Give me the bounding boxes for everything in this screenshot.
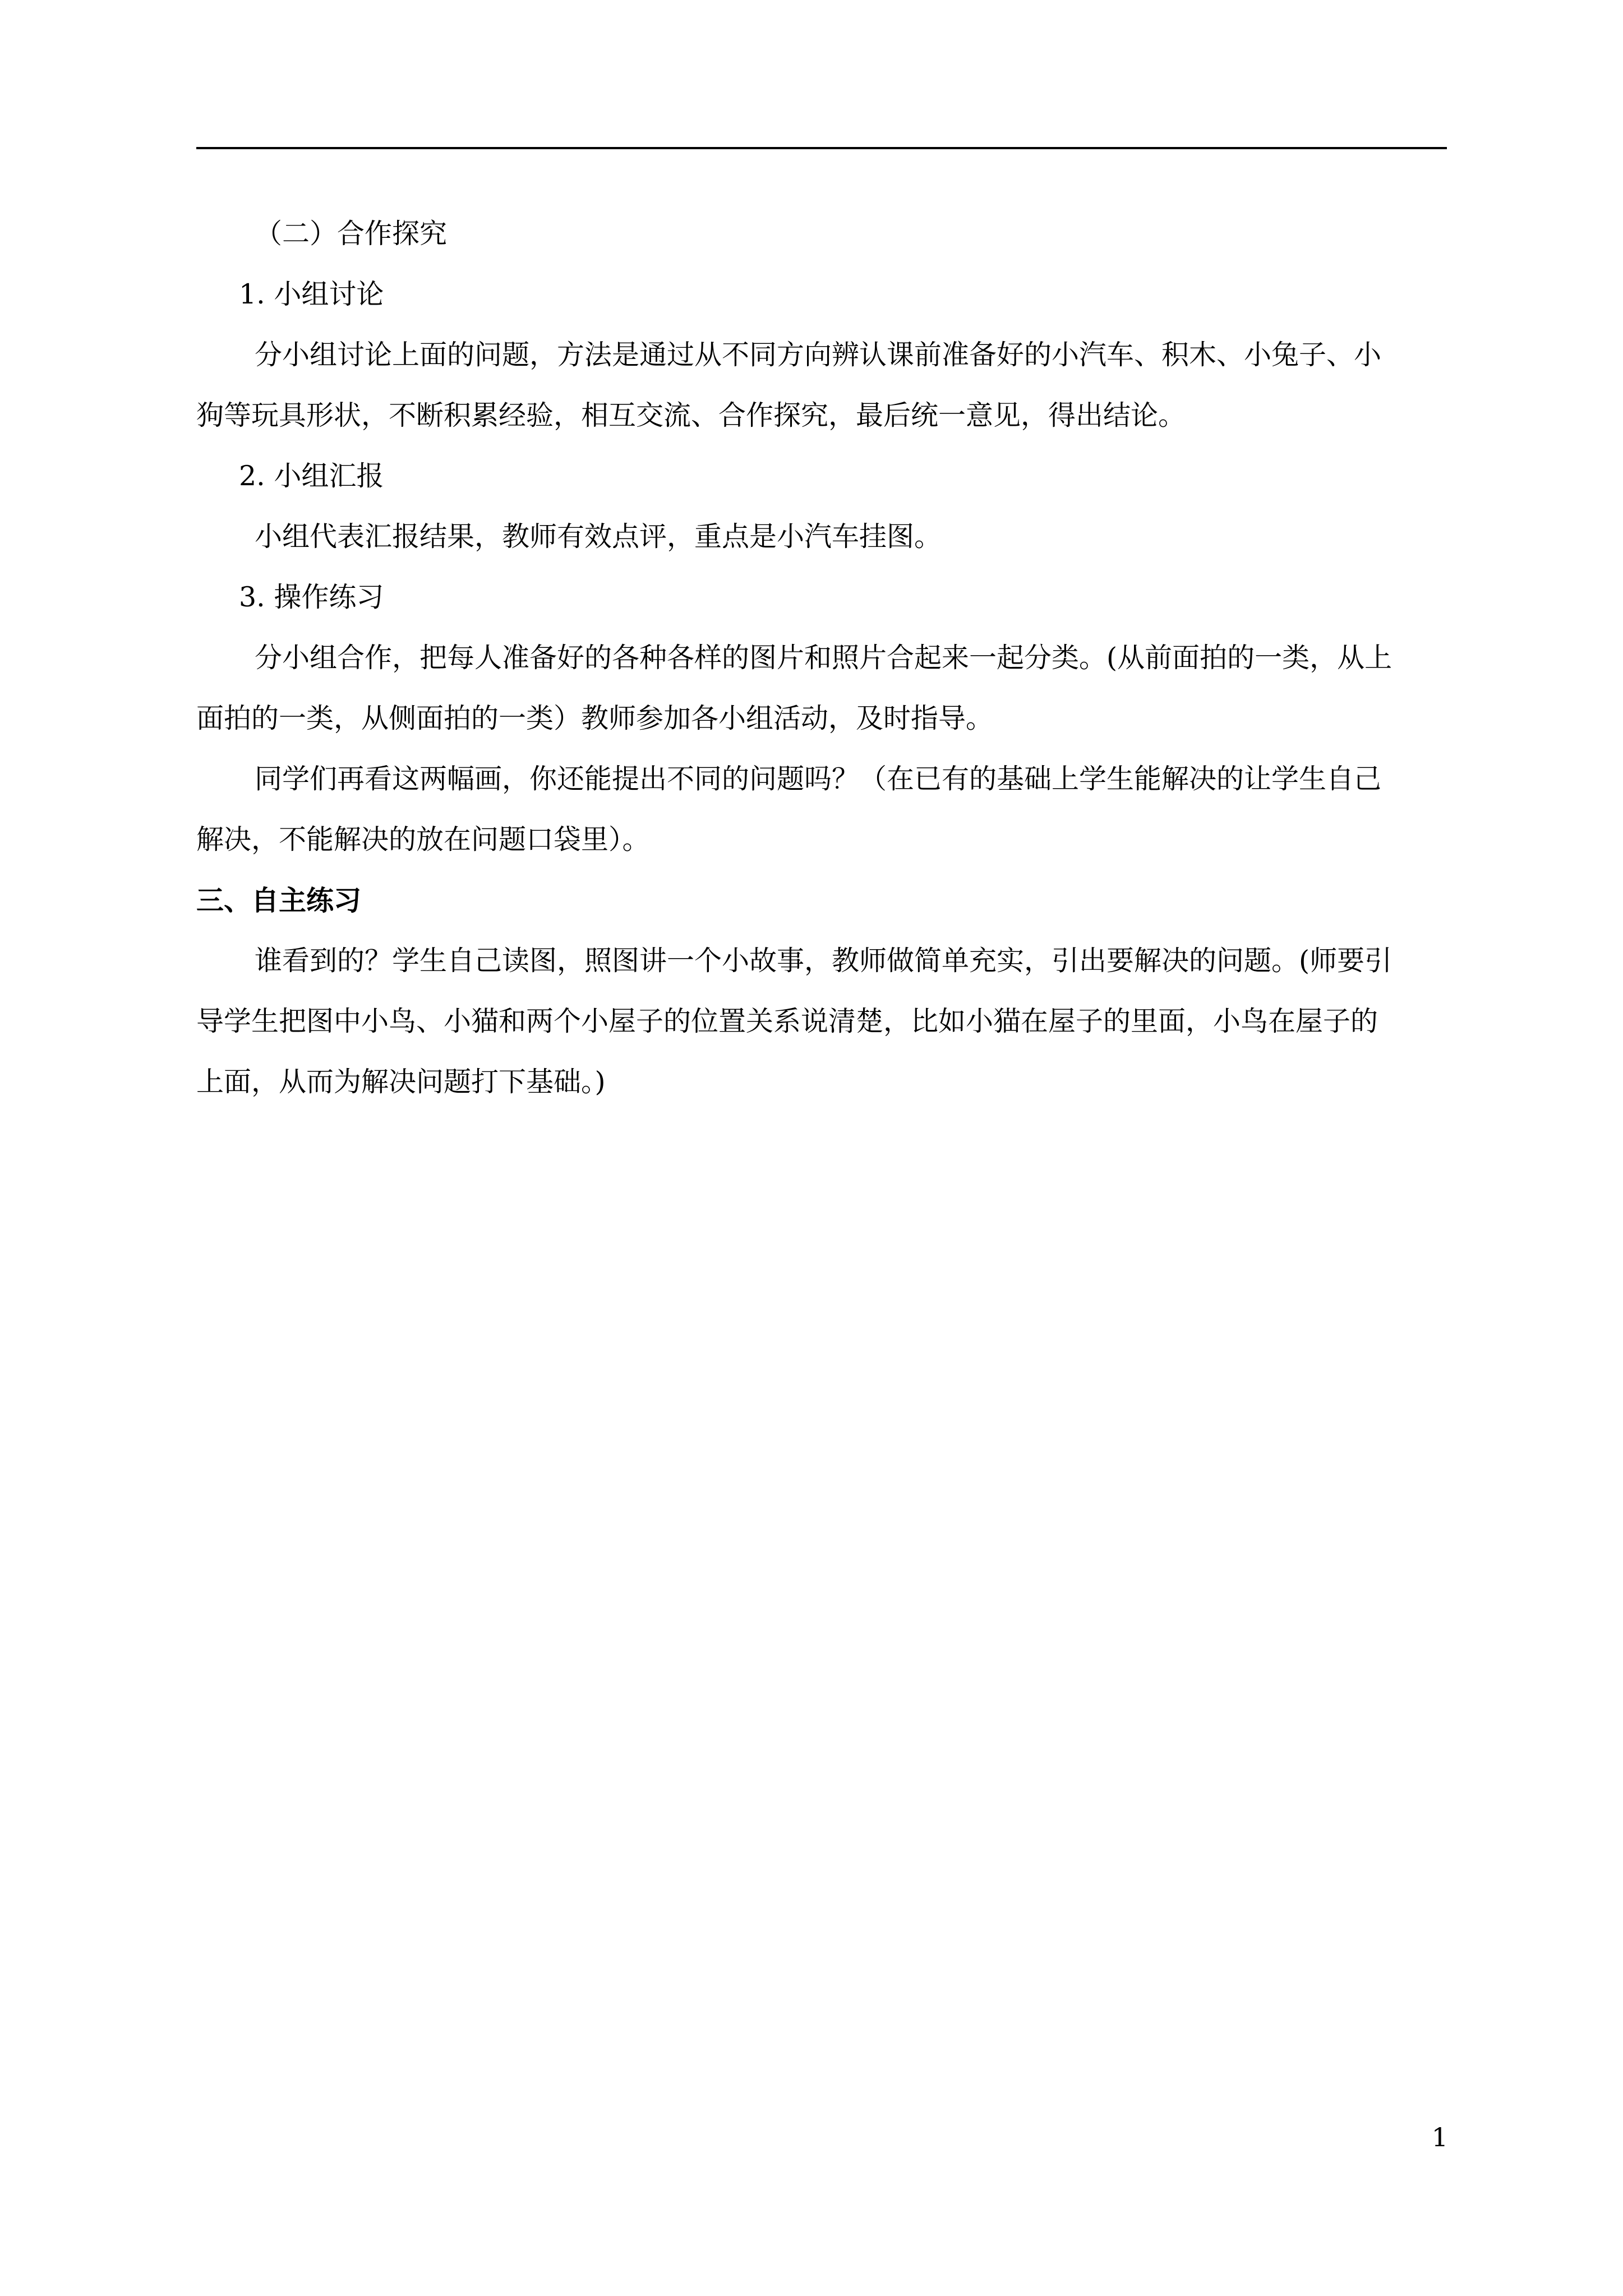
question-paragraph-line-1: 同学们再看这两幅画，你还能提出不同的问题吗？（在已有的基础上学生能解决的让学生自己 xyxy=(255,763,1382,795)
section-3-paragraph-line-1: 谁看到的？学生自己读图，照图讲一个小故事，教师做简单充实，引出要解决的问题。(师要引 xyxy=(255,945,1393,977)
item-2-paragraph-line-1: 小组代表汇报结果，教师有效点评，重点是小汽车挂图。 xyxy=(255,521,942,553)
question-paragraph-line-2: 解决，不能解决的放在问题口袋里）。 xyxy=(196,823,650,855)
header-rule xyxy=(196,147,1447,149)
section-3-paragraph-line-2: 导学生把图中小鸟、小猫和两个小屋子的位置关系说清楚，比如小猫在屋子的里面，小鸟在屋子的 xyxy=(196,1005,1378,1037)
section-3-paragraph-line-3: 上面，从而为解决问题打下基础。) xyxy=(196,1066,606,1098)
item-3-paragraph-line-2: 面拍的一类，从侧面拍的一类）教师参加各小组活动，及时指导。 xyxy=(196,702,994,734)
item-3-paragraph-line-1: 分小组合作，把每人准备好的各种各样的图片和照片合起来一起分类。(从前面拍的一类，从上 xyxy=(255,642,1393,674)
item-1-paragraph-line-1: 分小组讨论上面的问题，方法是通过从不同方向辨认课前准备好的小汽车、积木、小兔子、小 xyxy=(255,339,1382,371)
subheading-cooperative-inquiry: （二）合作探究 xyxy=(255,218,448,250)
section-3-heading: 三、自主练习 xyxy=(196,884,362,917)
item-2-title: 2. 小组汇报 xyxy=(239,460,384,492)
document-body xyxy=(196,204,1447,1112)
item-3-title: 3. 操作练习 xyxy=(239,581,384,613)
item-1-paragraph-line-2: 狗等玩具形状，不断积累经验，相互交流、合作探究，最后统一意见，得出结论。 xyxy=(196,399,1186,431)
item-1-title: 1. 小组讨论 xyxy=(239,278,384,310)
page-number: 1 xyxy=(1431,2122,1448,2152)
